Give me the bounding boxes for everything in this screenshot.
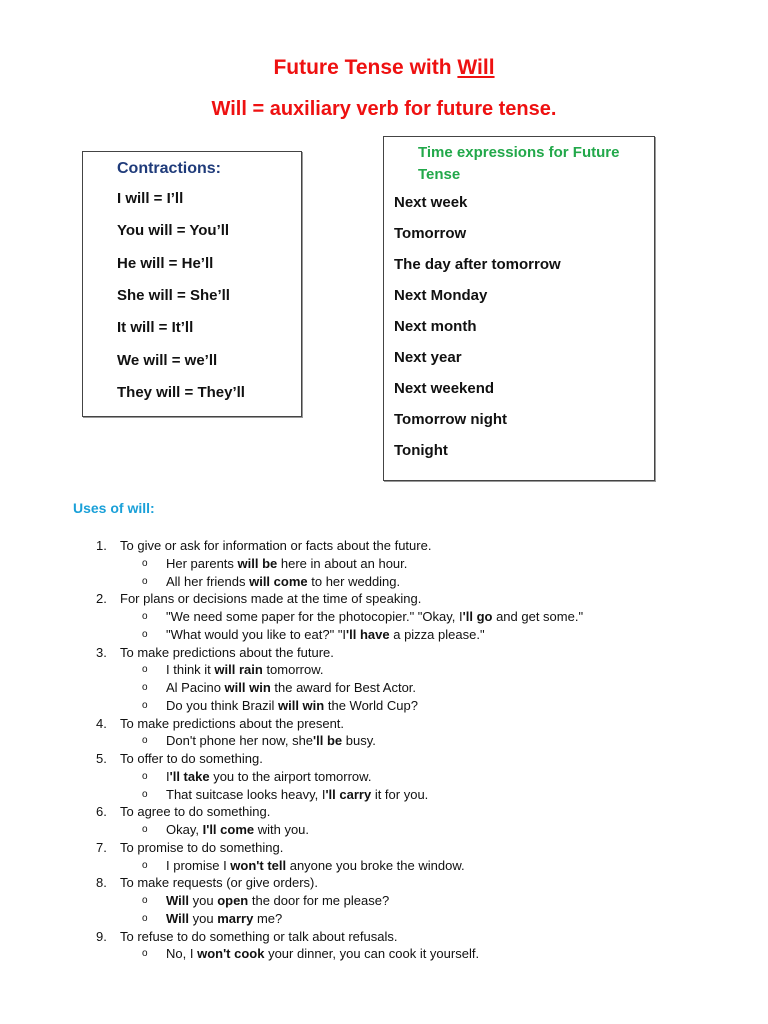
time-expression-item: Tonight [394, 442, 448, 459]
example-segment: the award for Best Actor. [270, 680, 417, 695]
example-text [166, 661, 324, 679]
use-text: To make requests (or give orders). [120, 875, 318, 891]
use-number: 6. [96, 804, 107, 820]
time-expressions-heading: Time expressions for Future Tense [418, 144, 620, 183]
bullet-icon: o [142, 682, 148, 693]
bullet-icon: o [142, 735, 148, 747]
title-keyword: Will [457, 56, 495, 79]
example-keyword: 'll go [462, 609, 493, 624]
time-expression-item: Tomorrow night [394, 411, 508, 428]
example-segment: Don't phone her now, she [166, 733, 314, 749]
example-segment: a pizza please." [389, 626, 485, 642]
contraction-item: You will = You’ll [117, 222, 230, 240]
contraction-item: We will = we’ll [117, 351, 218, 369]
time-expression-item: Next Monday [394, 287, 488, 304]
contractions-box [82, 151, 302, 417]
bullet-icon: o [142, 611, 148, 622]
example-segment: tomorrow. [262, 662, 324, 678]
example-keyword: won't tell [230, 857, 287, 873]
example-segment: That suitcase looks heavy, I [166, 786, 326, 802]
uses-heading: Uses of will: [73, 500, 155, 516]
bullet-icon: o [142, 912, 148, 924]
use-text: To offer to do something. [120, 751, 263, 766]
example-keyword: I'll come [202, 822, 255, 837]
use-number: 8. [96, 875, 107, 891]
example-keyword: 'll be [313, 733, 343, 749]
time-expression-item: Tomorrow [394, 225, 467, 242]
example-keyword: open [217, 893, 249, 908]
contraction-item: It will = It’ll [117, 319, 194, 337]
use-text: To refuse to do something or talk about refusals. [120, 928, 398, 944]
example-keyword: 'll carry [325, 786, 372, 802]
example-segment: the door for me please? [248, 893, 390, 908]
page-title [0, 56, 768, 80]
bullet-icon: o [142, 824, 148, 835]
example-keyword: will win [224, 680, 271, 695]
example-text [166, 697, 418, 715]
bullet-icon: o [142, 788, 148, 800]
time-expression-item: The day after tomorrow [394, 256, 561, 273]
example-text [166, 786, 428, 804]
time-expression-item: Next week [394, 194, 468, 211]
example-text [166, 910, 282, 928]
example-keyword: will rain [214, 662, 263, 678]
example-segment: "We need some paper for the photocopier." "Okay, I [166, 609, 463, 624]
example-segment: All her friends [166, 573, 250, 589]
example-segment: me? [253, 910, 283, 926]
time-expressions-box [383, 136, 655, 481]
example-segment: I [166, 768, 170, 784]
example-keyword: Will [166, 893, 189, 908]
bullet-icon: o [142, 895, 148, 906]
bullet-icon: o [142, 557, 148, 569]
example-text [166, 555, 407, 573]
use-text: To promise to do something. [120, 839, 284, 855]
time-expression-item: Next month [394, 318, 477, 335]
page-subtitle: Will = auxiliary verb for future tense. [211, 98, 557, 120]
bullet-icon: o [142, 948, 148, 960]
example-segment: the World Cup? [324, 697, 418, 713]
example-segment: you [189, 910, 218, 926]
example-segment: you [189, 893, 218, 908]
example-text [166, 626, 485, 644]
example-segment: I think it [166, 662, 215, 678]
example-segment: Do you think Brazil [166, 697, 278, 713]
example-keyword: won't cook [197, 946, 265, 962]
example-segment: and get some." [492, 609, 584, 624]
example-segment: busy. [342, 733, 376, 749]
example-segment: with you. [254, 822, 310, 837]
use-text: To agree to do something. [120, 804, 271, 820]
bullet-icon: o [142, 859, 148, 871]
example-keyword: 'll have [346, 626, 390, 642]
example-segment: Her parents [166, 555, 238, 571]
example-segment: here in about an hour. [277, 555, 408, 571]
example-keyword: marry [217, 910, 254, 926]
contraction-item: They will = They’ll [117, 383, 245, 401]
example-keyword: Will [166, 910, 189, 926]
example-segment: No, I [166, 946, 198, 962]
example-segment: you to the airport tomorrow. [209, 768, 372, 784]
use-text: To make predictions about the present. [120, 715, 345, 731]
example-segment: Al Pacino [166, 680, 225, 695]
bullet-icon: o [142, 664, 148, 676]
bullet-icon: o [142, 699, 148, 711]
example-segment: your dinner, you can cook it yourself. [264, 946, 480, 962]
example-text [166, 821, 309, 839]
example-segment: I promise I [166, 857, 231, 873]
contraction-item: She will = She’ll [117, 286, 230, 304]
bullet-icon: o [142, 628, 148, 640]
use-number: 3. [96, 644, 107, 660]
use-number: 1. [96, 538, 107, 553]
example-segment: Okay, [166, 822, 203, 837]
use-number: 9. [96, 928, 107, 944]
contractions-heading: Contractions: [117, 160, 221, 177]
example-text [166, 945, 479, 963]
example-text [166, 573, 400, 591]
title-prefix: Future Tense with [273, 56, 458, 79]
use-number: 2. [96, 591, 107, 607]
use-text: For plans or decisions made at the time of speaking. [120, 591, 422, 607]
bullet-icon: o [142, 575, 148, 587]
example-segment: to her wedding. [307, 573, 401, 589]
example-text [166, 732, 376, 750]
time-expression-item: Next year [394, 349, 462, 366]
example-segment: it for you. [371, 786, 429, 802]
example-text [166, 857, 465, 875]
bullet-icon: o [142, 770, 148, 782]
example-segment: "What would you like to eat?" "I [166, 626, 347, 642]
example-text [166, 768, 371, 786]
contraction-item: He will = He’ll [117, 254, 214, 272]
example-text [166, 679, 416, 697]
example-keyword: will come [249, 573, 308, 589]
example-text [166, 608, 583, 626]
example-keyword: 'll take [169, 768, 210, 784]
example-text [166, 892, 389, 910]
contraction-item: I will = I’ll [117, 190, 184, 207]
example-keyword: will win [278, 697, 325, 713]
use-number: 4. [96, 715, 107, 731]
example-keyword: will be [237, 555, 278, 571]
use-text: To give or ask for information or facts about the future. [120, 538, 432, 553]
example-segment: anyone you broke the window. [286, 857, 465, 873]
use-number: 5. [96, 751, 107, 766]
time-expression-item: Next weekend [394, 380, 495, 397]
use-text: To make predictions about the future. [120, 644, 334, 660]
use-number: 7. [96, 839, 107, 855]
